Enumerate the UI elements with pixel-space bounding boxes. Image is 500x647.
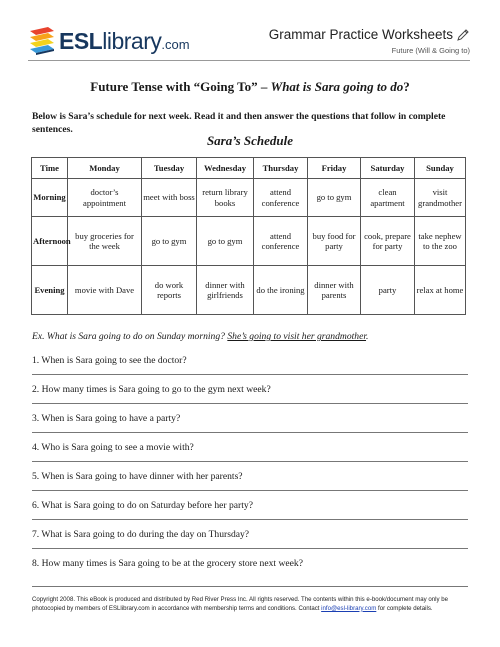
instructions: Below is Sara’s schedule for next week. Read it and then answer the questions that follow in complete sentences. bbox=[32, 111, 446, 135]
answer-line[interactable] bbox=[32, 519, 468, 520]
column-header: Saturday bbox=[361, 158, 415, 179]
question-item bbox=[32, 355, 468, 375]
table-cell: take nephew to the zoo bbox=[415, 217, 466, 266]
question-text: 4. Who is Sara going to see a movie with? bbox=[32, 442, 194, 453]
question-item bbox=[32, 500, 468, 520]
schedule-table bbox=[31, 157, 466, 315]
column-header: Monday bbox=[68, 158, 142, 179]
column-header: Wednesday bbox=[197, 158, 254, 179]
header-info bbox=[269, 27, 470, 55]
table-cell: dinner with girlfriends bbox=[197, 266, 254, 315]
series-title: Grammar Practice Worksheets bbox=[269, 27, 470, 42]
table-cell: go to gym bbox=[308, 179, 361, 217]
column-header: Time bbox=[32, 158, 68, 179]
question-text: 2. How many times is Sara going to go to the gym next week? bbox=[32, 384, 271, 395]
table-cell: relax at home bbox=[415, 266, 466, 315]
answer-line[interactable] bbox=[32, 461, 468, 462]
table-cell: buy groceries for the week bbox=[68, 217, 142, 266]
row-header: Afternoon bbox=[32, 217, 68, 266]
footer-divider[interactable] bbox=[32, 586, 468, 587]
table-cell: clean apartment bbox=[361, 179, 415, 217]
copyright-notice: Copyright 2008. This eBook is produced and distributed by Red River Press Inc. All rights reserved. The contents within this e-book/document may only be photocopied by members of ESLlibrary.com in accordance with membership terms and conditions. Contact info@esl-library.com for complete details. bbox=[32, 596, 449, 612]
column-header: Sunday bbox=[415, 158, 466, 179]
table-cell: doctor’s appointment bbox=[68, 179, 142, 217]
row-header: Evening bbox=[32, 266, 68, 315]
logo-wordmark: ESLlibrary.com bbox=[59, 28, 190, 54]
table-row bbox=[32, 217, 466, 266]
table-header-row bbox=[32, 158, 466, 179]
table-cell: visit grandmother bbox=[415, 179, 466, 217]
question-item bbox=[32, 558, 468, 569]
example-answer: She’s going to visit her grandmother bbox=[227, 331, 367, 342]
answer-line[interactable] bbox=[32, 548, 468, 549]
table-cell: party bbox=[361, 266, 415, 315]
worksheet-topic: Future (Will & Going to) bbox=[391, 46, 470, 55]
answer-line[interactable] bbox=[32, 374, 468, 375]
stacked-books-icon bbox=[28, 26, 56, 56]
question-item bbox=[32, 442, 468, 462]
schedule-heading: Sara’s Schedule bbox=[206, 133, 294, 148]
header-divider bbox=[28, 60, 470, 61]
table-cell: do work reports bbox=[142, 266, 197, 315]
pencil-icon bbox=[456, 28, 470, 42]
contact-email-link[interactable]: info@esl-library.com bbox=[321, 604, 377, 612]
question-text: 7. What is Sara going to do during the day on Thursday? bbox=[32, 529, 250, 540]
example-sentence: Ex. What is Sara going to do on Sunday morning? She’s going to visit her grandmother. bbox=[32, 331, 369, 342]
question-text: 5. When is Sara going to have dinner with her parents? bbox=[32, 471, 243, 482]
esl-library-logo bbox=[28, 26, 188, 58]
table-cell: dinner with parents bbox=[308, 266, 361, 315]
table-cell: meet with boss bbox=[142, 179, 197, 217]
question-item bbox=[32, 529, 468, 549]
question-item bbox=[32, 413, 468, 433]
question-item bbox=[32, 384, 468, 404]
question-item bbox=[32, 471, 468, 491]
table-cell: movie with Dave bbox=[68, 266, 142, 315]
table-row bbox=[32, 179, 466, 217]
table-cell: go to gym bbox=[197, 217, 254, 266]
table-row bbox=[32, 266, 466, 315]
table-cell: buy food for party bbox=[308, 217, 361, 266]
row-header: Morning bbox=[32, 179, 68, 217]
table-cell: attend conference bbox=[254, 179, 308, 217]
table-cell: return library books bbox=[197, 179, 254, 217]
answer-line[interactable] bbox=[32, 403, 468, 404]
question-text: 1. When is Sara going to see the doctor? bbox=[32, 355, 187, 366]
column-header: Thursday bbox=[254, 158, 308, 179]
table-cell: do the ironing bbox=[254, 266, 308, 315]
table-cell: cook, prepare for party bbox=[361, 217, 415, 266]
column-header: Tuesday bbox=[142, 158, 197, 179]
answer-line[interactable] bbox=[32, 490, 468, 491]
table-cell: go to gym bbox=[142, 217, 197, 266]
table-cell: attend conference bbox=[254, 217, 308, 266]
column-header: Friday bbox=[308, 158, 361, 179]
answer-line[interactable] bbox=[32, 432, 468, 433]
question-text: 3. When is Sara going to have a party? bbox=[32, 413, 181, 424]
question-text: 8. How many times is Sara going to be at the grocery store next week? bbox=[32, 558, 303, 569]
question-text: 6. What is Sara going to do on Saturday before her party? bbox=[32, 500, 253, 511]
worksheet-title: Future Tense with “Going To” – What is Sara going to do? bbox=[90, 79, 410, 94]
